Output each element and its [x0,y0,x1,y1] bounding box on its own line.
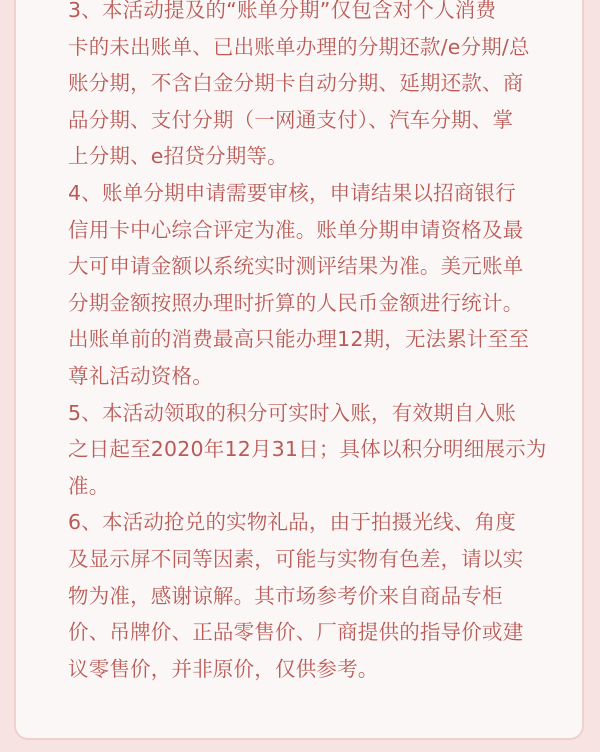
rules-content [68,0,578,687]
rule-line: 尊礼活动资格。 [68,363,213,388]
rule-line: 出账单前的消费最高只能办理12期，无法累计至至 [68,327,530,352]
rule-line: 物为准，感谢谅解。其市场参考价来自商品专柜 [68,583,503,608]
rules-card [14,0,584,740]
rule-line: 及显示屏不同等因素，可能与实物有色差，请以实 [68,546,524,571]
rule-line: 账分期，不含白金分期卡自动分期、延期还款、商 [68,71,524,96]
rule-line: 大可申请金额以系统实时测评结果为准。美元账单 [68,254,524,279]
rule-line: 上分期、e招贷分期等。 [68,144,288,169]
rule-line: 议零售价，并非原价，仅供参考。 [68,656,379,681]
rule-line: 6、本活动抢兑的实物礼品，由于拍摄光线、角度 [68,510,516,535]
rule-6 [68,504,578,687]
rule-line: 准。 [68,473,110,498]
rule-5 [68,395,578,505]
rule-line: 卡的未出账单、已出账单办理的分期还款/e分期/总 [68,34,530,59]
rule-4 [68,175,578,395]
rule-line: 信用卡中心综合评定为准。账单分期申请资格及最 [68,217,524,242]
rule-line: 5、本活动领取的积分可实时入账，有效期自入账 [68,400,516,425]
rule-line: 4、账单分期申请需要审核，申请结果以招商银行 [68,180,516,205]
rule-line: 3、本活动提及的“账单分期”仅包含对个人消费 [68,0,497,22]
rule-line: 品分期、支付分期（一网通支付）、汽车分期、掌 [68,107,514,132]
rule-3 [68,0,578,175]
rule-line: 之日起至2020年12月31日；具体以积分明细展示为 [68,437,547,462]
rule-line: 分期金额按照办理时折算的人民币金额进行统计。 [68,290,524,315]
rule-line: 价、吊牌价、正品零售价、厂商提供的指导价或建 [68,620,524,645]
